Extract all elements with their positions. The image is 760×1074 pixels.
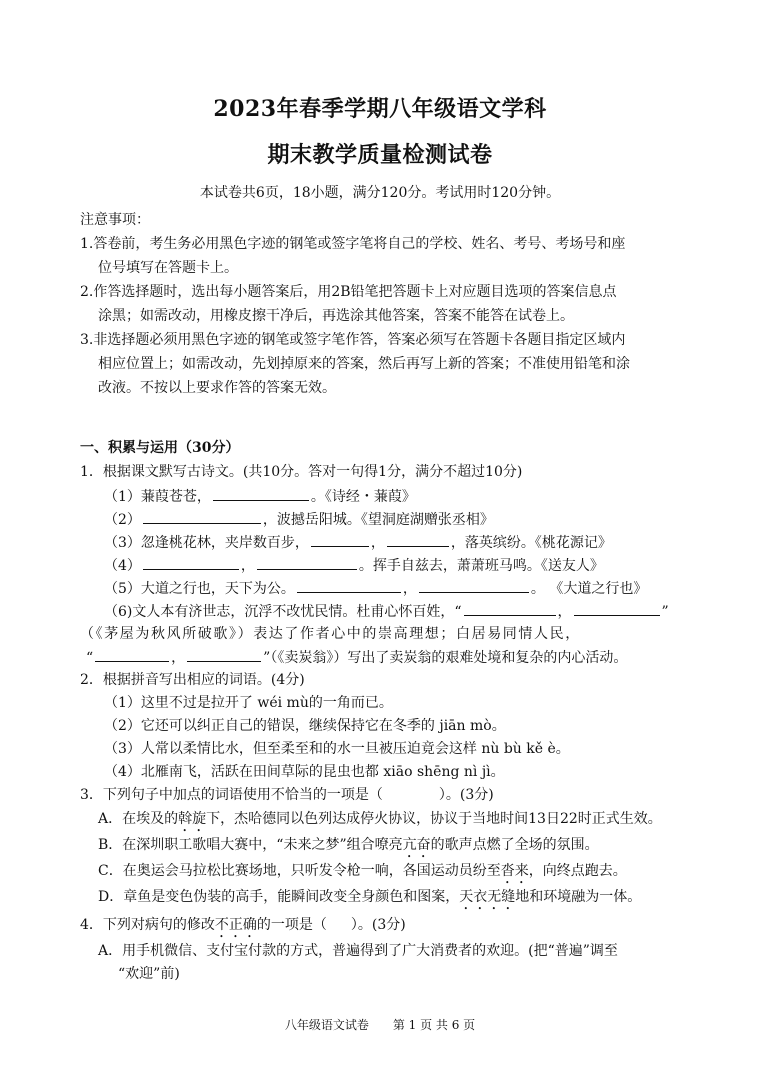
q2-stem: 2．根据拼音写出相应的词语。(4分) (80, 672, 305, 688)
q3-option-a[interactable]: A．在埃及的斡旋下，杰哈德同以色列达成停火协议，协议于当地时间13日22时正式生效。 (98, 811, 662, 827)
answer-blank[interactable] (143, 555, 239, 570)
q2-item-3: （3）人常以柔情比水，但至柔至和的水一旦被压迫竟会这样 nù bù kě è。 (104, 741, 570, 757)
note-3-line2: 相应位置上；如需改动，先划掉原来的答案，然后再写上新的答案；不准使用铅笔和涂 (98, 356, 630, 372)
q1-item-3: （3）忽逢桃花林，夹岸数百步， ， ，落英缤纷。《桃花源记》 (104, 532, 612, 553)
page-footer: 八年级语文试卷 第 1 页 共 6 页 (284, 1018, 476, 1032)
answer-blank[interactable] (257, 555, 357, 570)
q2-item-1: （1）这里不过是拉开了 wéi mù的一角而已。 (104, 695, 393, 711)
answer-blank[interactable] (464, 601, 556, 616)
q1-item-2: （2） ，波撼岳阳城。《望洞庭湖赠张丞相》 (104, 509, 494, 530)
note-1-line1: 1.答卷前，考生务必用黑色字迹的钢笔或签字笔将自己的学校、姓名、考号、考场号和座 (80, 236, 626, 252)
note-1-line2: 位号填写在答题卡上。 (98, 260, 238, 276)
exam-subtitle: 本试卷共6页，18小题，满分120分。考试用时120分钟。 (199, 185, 561, 201)
q1-item-1: （1）蒹葭苍苍， 。《诗经・蒹葭》 (104, 486, 416, 507)
q3-option-c[interactable]: C．在奥运会马拉松比赛场地，只听发令枪一响，各国运动员纷至沓来，向终点跑去。 (98, 863, 627, 879)
q1-stem: 1．根据课文默写古诗文。(共10分。答对一句得1分，满分不超过10分) (80, 464, 523, 480)
note-2-line1: 2.作答选择题时，选出每小题答案后，用2B铅笔把答题卡上对应题目选项的答案信息点 (80, 284, 617, 300)
answer-blank[interactable] (187, 647, 261, 662)
answer-blank[interactable] (213, 486, 309, 501)
note-3-line3: 改液。不按以上要求作答的答案无效。 (98, 380, 336, 396)
answer-blank[interactable] (311, 532, 369, 547)
q1-item-6-line2: （《茅屋为秋风所破歌》）表达了作者心中的崇高理想；白居易同情人民， (80, 626, 581, 642)
q4-option-a-line2: “欢迎”前) (118, 966, 180, 982)
section-heading: 一、积累与运用（30分） (80, 440, 240, 456)
q2-item-4: （4）北雁南飞，活跃在田间草际的昆虫也都 xiāo shēng nì jì。 (104, 764, 505, 780)
exam-title-line2: 期末教学质量检测试卷 (267, 142, 493, 168)
answer-blank[interactable] (297, 578, 401, 593)
answer-blank[interactable] (574, 601, 660, 616)
q1-item-6-line3: “ ， ”（《卖炭翁》）写出了卖炭翁的艰难处境和复杂的内心活动。 (86, 647, 627, 668)
q3-stem: 3．下列句子中加点的词语使用不恰当的一项是（ ）。(3分) (80, 787, 494, 803)
q4-option-a-line1[interactable]: A．用手机微信、支付宝付款的方式，普遍得到了广大消费者的欢迎。(把“普遍”调至 (98, 943, 618, 959)
q2-item-2: （2）它还可以纠正自己的错误，继续保持它在冬季的 jiān mò。 (104, 718, 506, 734)
q1-item-6-line1: （6)文人本有济世志，沉浮不改忧民情。杜甫心怀百姓，“ ， ” (104, 601, 669, 622)
q3-option-d[interactable]: D．章鱼是变色伪装的高手，能瞬间改变全身颜色和图案，天衣无缝地和环境融为一体。 (98, 889, 642, 905)
q3-option-b[interactable]: B．在深圳职工歌唱大赛中，“未来之梦”组合嘹亮亢奋的歌声点燃了全场的氛围。 (98, 837, 599, 853)
answer-blank[interactable] (95, 647, 169, 662)
exam-title-line1: 2023年春季学期八年级语文学科 (213, 96, 547, 122)
answer-blank[interactable] (143, 509, 261, 524)
q4-stem: 4．下列对病句的修改不正确的一项是（ ）。(3分) (80, 917, 406, 933)
note-3-line1: 3.非选择题必须用黑色字迹的钢笔或签字笔作答，答案必须写在答题卡各题目指定区域内 (80, 332, 626, 348)
q1-item-5: （5）大道之行也，天下为公。 ， 。 《大道之行也》 (104, 578, 647, 599)
q1-item-4: （4） ， 。挥手自兹去，萧萧班马鸣。《送友人》 (104, 555, 604, 576)
note-2-line2: 涂黑；如需改动，用橡皮擦干净后，再选涂其他答案，答案不能答在试卷上。 (98, 308, 574, 324)
answer-blank[interactable] (387, 532, 449, 547)
notes-heading: 注意事项： (80, 212, 150, 228)
answer-blank[interactable] (419, 578, 529, 593)
